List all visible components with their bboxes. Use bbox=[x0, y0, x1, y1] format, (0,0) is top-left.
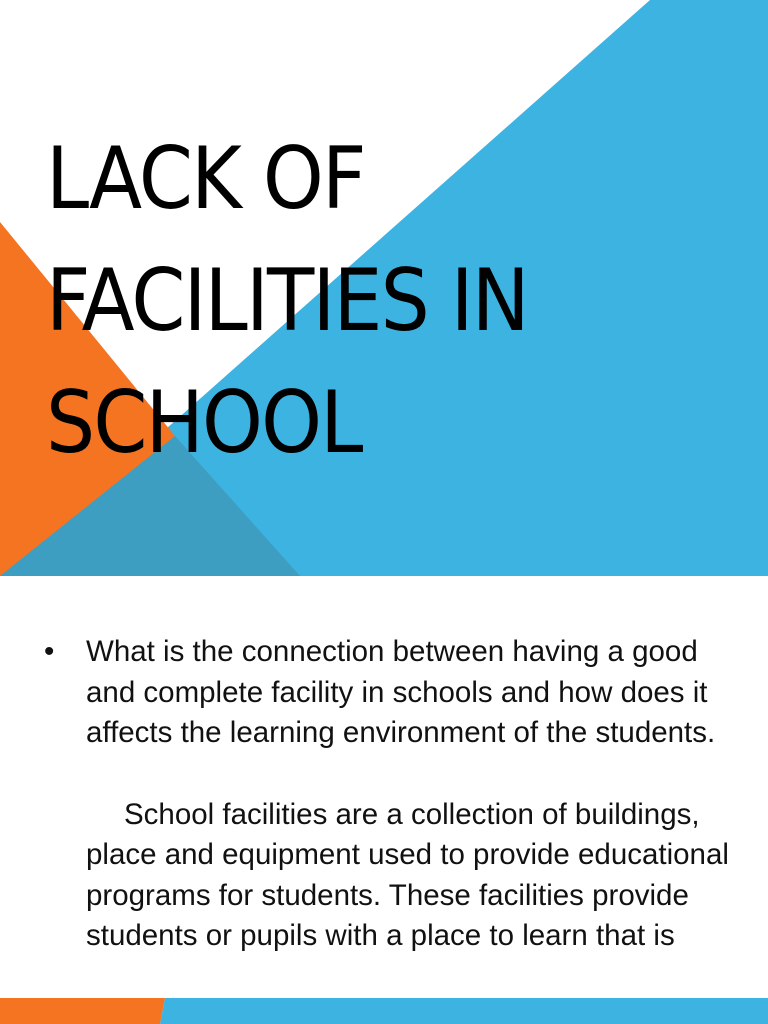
content-body bbox=[44, 632, 734, 957]
bullet-marker: • bbox=[44, 635, 55, 668]
bullet-question-text: What is the connection between having a good and complete facility in schools and how does it affects the learning environment of the students. bbox=[86, 635, 716, 749]
content-slide bbox=[0, 576, 768, 1024]
bullet-item bbox=[44, 632, 734, 754]
next-slide-strip bbox=[0, 998, 768, 1024]
slide-title: LACK OF FACILITIES IN SCHOOL bbox=[46, 129, 528, 473]
strip-orange-shape bbox=[0, 998, 165, 1024]
body-paragraph: School facilities are a collection of buildings, place and equipment used to provide educational programs for students. These facilities provide students or pupils with a place to learn that is bbox=[86, 797, 729, 952]
strip-blue-shape bbox=[160, 998, 768, 1024]
